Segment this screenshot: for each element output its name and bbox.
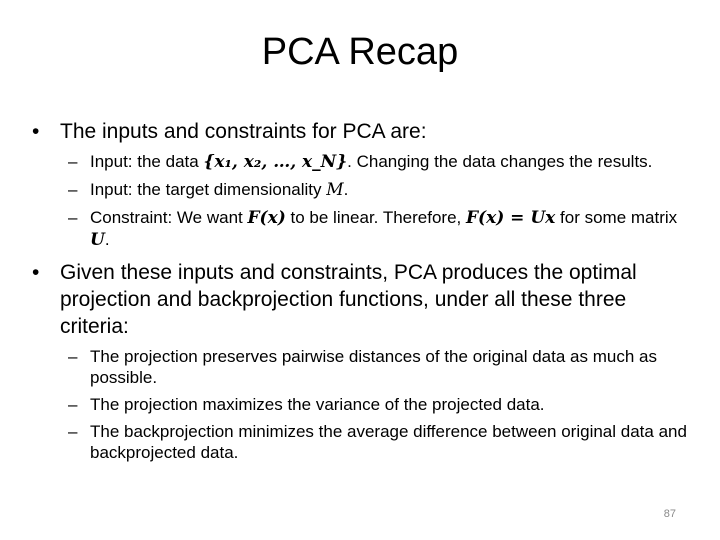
- sub-bullet-text: Input: the target dimensionality: [90, 180, 327, 199]
- sub-bullet-list: [60, 346, 692, 463]
- page-number: 87: [663, 508, 676, 520]
- sub-bullet-target-dimensionality: [60, 179, 692, 201]
- dash-icon: –: [68, 180, 78, 199]
- math-u: U: [90, 230, 105, 250]
- bullet-text: Given these inputs and constraints, PCA produces the optimal projection and backprojection functions, under all these three criteria:: [60, 261, 637, 338]
- dash-icon: –: [68, 422, 78, 441]
- sub-bullet-minimize-difference: [60, 421, 692, 463]
- sub-bullet-text-mid: to be linear. Therefore,: [285, 208, 466, 227]
- bullet-inputs-constraints: [32, 118, 692, 251]
- sub-bullet-text: The projection maximizes the variance of the projected data.: [90, 395, 545, 414]
- sub-bullet-text-end: .: [104, 230, 110, 249]
- math-f-of-x: F(x): [247, 208, 286, 228]
- sub-bullet-linear-constraint: [60, 207, 692, 251]
- dash-icon: –: [68, 347, 78, 366]
- sub-bullet-maximize-variance: [60, 394, 692, 415]
- sub-bullet-preserve-distances: [60, 346, 692, 388]
- slide-title: PCA Recap: [261, 31, 459, 73]
- bullet-text: The inputs and constraints for PCA are:: [60, 120, 427, 143]
- math-f-equals-ux: F(x) = Ux: [465, 208, 556, 228]
- dash-icon: –: [68, 152, 78, 171]
- dash-icon: –: [68, 208, 78, 227]
- sub-bullet-text: The projection preserves pairwise distances of the original data as much as possible.: [90, 347, 657, 387]
- bullet-icon: •: [32, 261, 40, 284]
- sub-bullet-input-data: [60, 151, 692, 173]
- sub-bullet-text: Input: the data: [90, 152, 204, 171]
- bullet-icon: •: [32, 120, 40, 143]
- sub-bullet-text: Constraint: We want: [90, 208, 248, 227]
- sub-bullet-text-after: for some matrix: [555, 208, 678, 227]
- bullet-pca-optimality: [32, 259, 692, 463]
- math-m: M: [326, 180, 344, 200]
- sub-bullet-text: The backprojection minimizes the average difference between original data and backprojected data.: [90, 422, 687, 462]
- sub-bullet-text-after: . Changing the data changes the results.: [347, 152, 653, 171]
- slide-body: [32, 118, 692, 469]
- sub-bullet-list: [60, 151, 692, 251]
- dash-icon: –: [68, 395, 78, 414]
- sub-bullet-text-after: .: [343, 180, 349, 199]
- math-data-set: {x₁, x₂, …, x_N}: [203, 152, 348, 172]
